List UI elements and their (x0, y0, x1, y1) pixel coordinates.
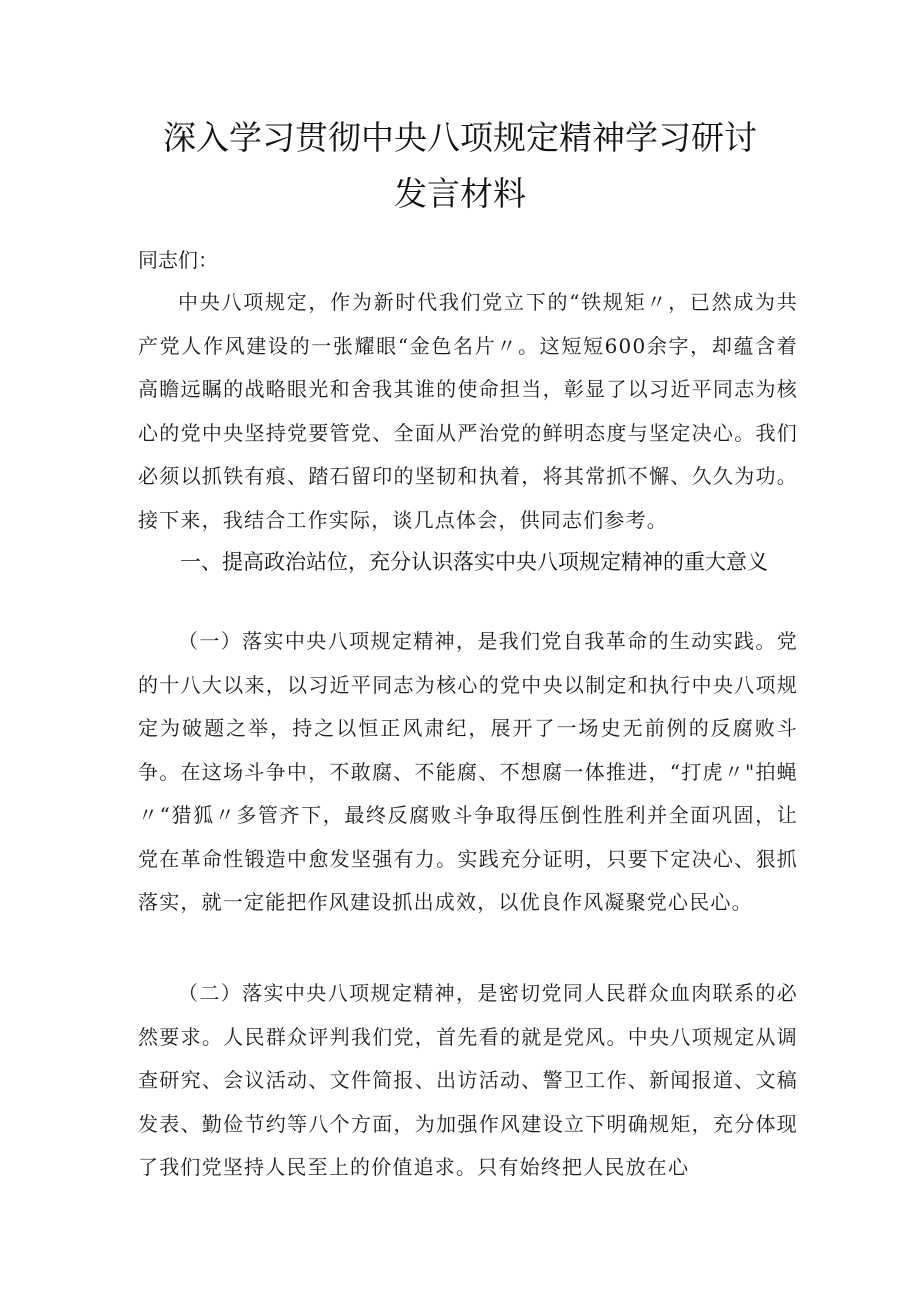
paragraph-point-2: （二）落实中央八项规定精神，是密切党同人民群众血肉联系的必然要求。人民群众评判我们党，首先看的就是党风。中央八项规定从调查研究、会议活动、文件简报、出访活动、警卫工作、新闻报道、文稿发表、勤俭节约等八个方面，为加强作风建设立下明确规矩，充分体现了我们党坚持人民至上的价值追求。只有始终把人民放在心 (138, 981, 798, 1179)
section-heading-1: 一、提高政治站位，充分认识落实中央八项规定精神的重大意义 (180, 550, 768, 574)
paragraph-point-1: （一）落实中央八项规定精神，是我们党自我革命的生动实践。党的十八大以来，以习近平同志为核心的党中央以制定和执行中央八项规定为破题之举，持之以恒正风肃纪，展开了一场史无前例的反腐败斗争。在这场斗争中，不敢腐、不能腐、不想腐一体推进，“打虎〃"拍蝇〃“猎狐〃多管齐下，最终反腐败斗争取得压倒性胜利并全面巩固，让党在革命性锻造中愈发坚强有力。实践充分证明，只要下定决心、狠抓落实，就一定能把作风建设抓出成效，以优良作风凝聚党心民心。 (138, 629, 798, 914)
document-title-line-2: 发言材料 (394, 174, 526, 213)
document-title-line-1: 深入学习贯彻中央八项规定精神学习研讨 (163, 118, 757, 157)
salutation: 同志们： (138, 248, 218, 272)
paragraph-intro: 中央八项规定，作为新时代我们党立下的“铁规矩〃，已然成为共产党人作风建设的一张耀眼“金色名片〃。这短短600余字，却蕴含着高瞻远瞩的战略眼光和舍我其谁的使命担当，彰显了以习近平同志为核心的党中央坚持党要管党、全面从严治党的鲜明态度与坚定决心。我们必须以抓铁有痕、踏石留印的坚韧和执着，将其常抓不懈、久久为功。接下来，我结合工作实际，谈几点体会，供同志们参考。 (138, 290, 798, 532)
